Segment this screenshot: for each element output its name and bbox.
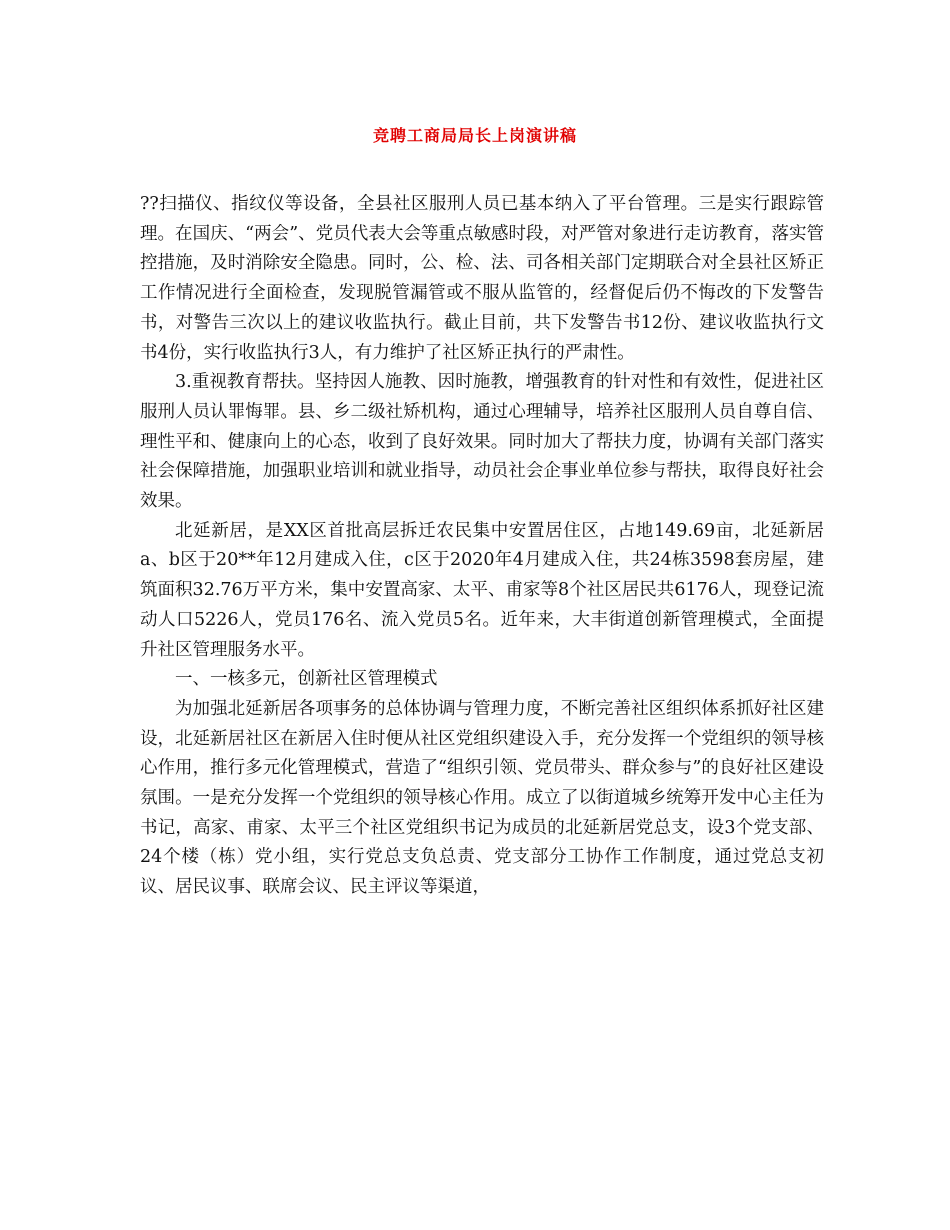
document-body: [140, 190, 824, 903]
paragraph-3: 北延新居，是XX区首批高层拆迁农民集中安置居住区，占地149.69亩，北延新居a、b区于20**年12月建成入住，c区于2020年4月建成入住，共24栋3598套房屋，建筑面积32.76万平方米，集中安置高家、太平、甫家等8个社区居民共6176人，现登记流动人口5226人，党员176名、流入党员5名。近年来，大丰街道创新管理模式，全面提升社区管理服务水平。: [140, 520, 824, 660]
section-heading: 一、一核多元，创新社区管理模式: [175, 669, 438, 690]
paragraph-2: 3.重视教育帮扶。坚持因人施教、因时施教，增强教育的针对性和有效性，促进社区服刑人员认罪悔罪。县、乡二级社矫机构，通过心理辅导，培养社区服刑人员自尊自信、理性平和、健康向上的心态，收到了良好效果。同时加大了帮扶力度，协调有关部门落实社会保障措施，加强职业培训和就业指导，动员社会企事业单位参与帮扶，取得良好社会效果。: [140, 372, 824, 512]
paragraph-1: ??扫描仪、指纹仪等设备，全县社区服刑人员已基本纳入了平台管理。三是实行跟踪管理。在国庆、“两会”、党员代表大会等重点敏感时段，对严管对象进行走访教育，落实管控措施，及时消除安全隐患。同时，公、检、法、司各相关部门定期联合对全县社区矫正工作情况进行全面检查，发现脱管漏管或不服从监管的，经督促后仍不悔改的下发警告书，对警告三次以上的建议收监执行。截止目前，共下发警告书12份、建议收监执行文书4份，实行收监执行3人，有力维护了社区矫正执行的严肃性。: [140, 194, 824, 363]
document-title: 竞聘工商局局长上岗演讲稿: [372, 126, 577, 145]
paragraph-4: 为加强北延新居各项事务的总体协调与管理力度，不断完善社区组织体系抓好社区建设，北延新居社区在新居入住时便从社区党组织建设入手，充分发挥一个党组织的领导核心作用，推行多元化管理模式，营造了“组织引领、党员带头、群众参与”的良好社区建设氛围。一是充分发挥一个党组织的领导核心作用。成立了以街道城乡统筹开发中心主任为书记，高家、甫家、太平三个社区党组织书记为成员的北延新居党总支，设3个党支部、24个楼（栋）党小组，实行党总支负总责、党支部分工协作工作制度，通过党总支初议、居民议事、联席会议、民主评议等渠道，: [140, 698, 824, 898]
